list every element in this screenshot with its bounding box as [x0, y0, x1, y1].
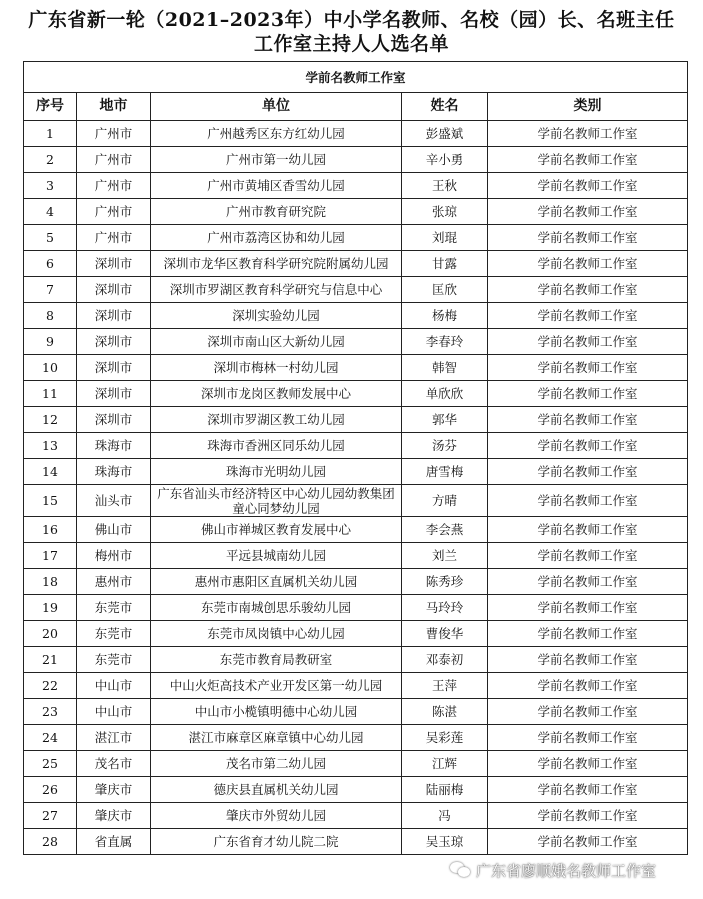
wechat-watermark	[450, 855, 695, 885]
cell-unit: 广东省育才幼儿院二院	[151, 829, 402, 855]
cell-unit: 深圳市罗湖区教育科学研究与信息中心	[151, 277, 402, 303]
cell-city: 深圳市	[77, 277, 151, 303]
cell-city: 深圳市	[77, 381, 151, 407]
cell-index: 8	[24, 303, 77, 329]
cell-name: 辛小勇	[402, 147, 488, 173]
cell-unit: 深圳市南山区大新幼儿园	[151, 329, 402, 355]
cell-category: 学前名教师工作室	[488, 121, 688, 147]
cell-index: 6	[24, 251, 77, 277]
cell-unit: 广东省汕头市经济特区中心幼儿园幼教集团童心同梦幼儿园	[151, 485, 402, 517]
table-row	[24, 647, 688, 673]
header-unit: 单位	[151, 93, 402, 121]
table-row	[24, 225, 688, 251]
cell-name: 王萍	[402, 673, 488, 699]
cell-city: 茂名市	[77, 751, 151, 777]
cell-city: 中山市	[77, 673, 151, 699]
cell-name: 刘兰	[402, 543, 488, 569]
cell-unit: 佛山市禅城区教育发展中心	[151, 517, 402, 543]
cell-name: 唐雪梅	[402, 459, 488, 485]
cell-index: 23	[24, 699, 77, 725]
cell-city: 广州市	[77, 147, 151, 173]
cell-category: 学前名教师工作室	[488, 543, 688, 569]
table-row	[24, 303, 688, 329]
cell-category: 学前名教师工作室	[488, 621, 688, 647]
header-row	[24, 93, 688, 121]
cell-index: 2	[24, 147, 77, 173]
header-index: 序号	[24, 93, 77, 121]
cell-name: 陆丽梅	[402, 777, 488, 803]
table-row	[24, 121, 688, 147]
table-row	[24, 199, 688, 225]
table-row	[24, 355, 688, 381]
cell-index: 21	[24, 647, 77, 673]
cell-city: 中山市	[77, 699, 151, 725]
cell-index: 19	[24, 595, 77, 621]
cell-category: 学前名教师工作室	[488, 517, 688, 543]
cell-category: 学前名教师工作室	[488, 355, 688, 381]
cell-category: 学前名教师工作室	[488, 569, 688, 595]
cell-unit: 湛江市麻章区麻章镇中心幼儿园	[151, 725, 402, 751]
cell-index: 27	[24, 803, 77, 829]
cell-city: 深圳市	[77, 329, 151, 355]
cell-name: 韩智	[402, 355, 488, 381]
cell-city: 肇庆市	[77, 777, 151, 803]
cell-index: 1	[24, 121, 77, 147]
cell-name: 曹俊华	[402, 621, 488, 647]
cell-index: 15	[24, 485, 77, 517]
cell-name: 李春玲	[402, 329, 488, 355]
table-row	[24, 459, 688, 485]
cell-index: 17	[24, 543, 77, 569]
cell-name: 江辉	[402, 751, 488, 777]
cell-index: 22	[24, 673, 77, 699]
cell-unit: 茂名市第二幼儿园	[151, 751, 402, 777]
cell-name: 方晴	[402, 485, 488, 517]
table-row	[24, 517, 688, 543]
cell-category: 学前名教师工作室	[488, 433, 688, 459]
table-row	[24, 569, 688, 595]
cell-city: 省直属	[77, 829, 151, 855]
cell-name: 王秋	[402, 173, 488, 199]
table-row	[24, 673, 688, 699]
header-city: 地市	[77, 93, 151, 121]
cell-index: 26	[24, 777, 77, 803]
cell-city: 佛山市	[77, 517, 151, 543]
cell-category: 学前名教师工作室	[488, 751, 688, 777]
cell-name: 陈秀珍	[402, 569, 488, 595]
title-line-1: 广东省新一轮（2021–2023年）中小学名教师、名校（园）长、名班主任	[28, 9, 675, 31]
cell-name: 杨梅	[402, 303, 488, 329]
cell-city: 梅州市	[77, 543, 151, 569]
cell-category: 学前名教师工作室	[488, 803, 688, 829]
table-row	[24, 543, 688, 569]
cell-unit: 东莞市凤岗镇中心幼儿园	[151, 621, 402, 647]
cell-city: 东莞市	[77, 647, 151, 673]
cell-unit: 珠海市光明幼儿园	[151, 459, 402, 485]
table-row	[24, 595, 688, 621]
table-row	[24, 433, 688, 459]
cell-name: 马玲玲	[402, 595, 488, 621]
table-row	[24, 381, 688, 407]
cell-city: 惠州市	[77, 569, 151, 595]
cell-name: 单欣欣	[402, 381, 488, 407]
cell-category: 学前名教师工作室	[488, 329, 688, 355]
table-row	[24, 329, 688, 355]
cell-name: 甘露	[402, 251, 488, 277]
cell-index: 24	[24, 725, 77, 751]
cell-index: 25	[24, 751, 77, 777]
cell-unit: 平远县城南幼儿园	[151, 543, 402, 569]
cell-unit: 深圳实验幼儿园	[151, 303, 402, 329]
cell-index: 28	[24, 829, 77, 855]
cell-category: 学前名教师工作室	[488, 251, 688, 277]
table-row	[24, 173, 688, 199]
cell-category: 学前名教师工作室	[488, 647, 688, 673]
table-row	[24, 147, 688, 173]
cell-unit: 珠海市香洲区同乐幼儿园	[151, 433, 402, 459]
cell-category: 学前名教师工作室	[488, 303, 688, 329]
wechat-icon	[450, 861, 472, 879]
cell-unit: 深圳市龙岗区教师发展中心	[151, 381, 402, 407]
cell-unit: 中山市小榄镇明德中心幼儿园	[151, 699, 402, 725]
cell-name: 刘琨	[402, 225, 488, 251]
cell-city: 深圳市	[77, 303, 151, 329]
cell-name: 彭盛斌	[402, 121, 488, 147]
cell-city: 深圳市	[77, 355, 151, 381]
cell-category: 学前名教师工作室	[488, 485, 688, 517]
cell-category: 学前名教师工作室	[488, 673, 688, 699]
cell-name: 邓泰初	[402, 647, 488, 673]
table-row	[24, 803, 688, 829]
section-title: 学前名教师工作室	[24, 62, 688, 93]
cell-index: 5	[24, 225, 77, 251]
table-row	[24, 407, 688, 433]
cell-category: 学前名教师工作室	[488, 225, 688, 251]
table-row	[24, 251, 688, 277]
cell-category: 学前名教师工作室	[488, 147, 688, 173]
cell-city: 广州市	[77, 225, 151, 251]
cell-category: 学前名教师工作室	[488, 595, 688, 621]
cell-category: 学前名教师工作室	[488, 407, 688, 433]
cell-name: 冯	[402, 803, 488, 829]
cell-index: 9	[24, 329, 77, 355]
cell-unit: 深圳市梅林一村幼儿园	[151, 355, 402, 381]
cell-category: 学前名教师工作室	[488, 277, 688, 303]
cell-index: 11	[24, 381, 77, 407]
table-row	[24, 829, 688, 855]
cell-index: 3	[24, 173, 77, 199]
cell-category: 学前名教师工作室	[488, 829, 688, 855]
table-row	[24, 699, 688, 725]
cell-name: 汤芬	[402, 433, 488, 459]
cell-city: 肇庆市	[77, 803, 151, 829]
table-row	[24, 777, 688, 803]
cell-index: 4	[24, 199, 77, 225]
document-title	[0, 8, 703, 56]
cell-unit: 肇庆市外贸幼儿园	[151, 803, 402, 829]
cell-unit: 东莞市教育局教研室	[151, 647, 402, 673]
cell-index: 10	[24, 355, 77, 381]
cell-city: 广州市	[77, 121, 151, 147]
cell-category: 学前名教师工作室	[488, 199, 688, 225]
section-title-row	[24, 62, 688, 93]
title-line-2: 工作室主持人人选名单	[253, 33, 449, 55]
cell-unit: 广州市教育研究院	[151, 199, 402, 225]
cell-unit: 深圳市罗湖区教工幼儿园	[151, 407, 402, 433]
cell-unit: 德庆县直属机关幼儿园	[151, 777, 402, 803]
nominee-table	[23, 61, 688, 855]
cell-name: 张琼	[402, 199, 488, 225]
table-row	[24, 725, 688, 751]
cell-unit: 东莞市南城创思乐骏幼儿园	[151, 595, 402, 621]
cell-name: 吴彩莲	[402, 725, 488, 751]
cell-category: 学前名教师工作室	[488, 725, 688, 751]
cell-city: 珠海市	[77, 433, 151, 459]
cell-name: 吴玉琼	[402, 829, 488, 855]
watermark-text: 广东省廖顺娥名教师工作室	[476, 861, 657, 880]
cell-category: 学前名教师工作室	[488, 459, 688, 485]
cell-unit: 广州市荔湾区协和幼儿园	[151, 225, 402, 251]
table-row	[24, 751, 688, 777]
cell-city: 东莞市	[77, 595, 151, 621]
cell-index: 16	[24, 517, 77, 543]
cell-unit: 深圳市龙华区教育科学研究院附属幼儿园	[151, 251, 402, 277]
cell-category: 学前名教师工作室	[488, 173, 688, 199]
cell-city: 东莞市	[77, 621, 151, 647]
cell-unit: 广州市黄埔区香雪幼儿园	[151, 173, 402, 199]
cell-city: 深圳市	[77, 251, 151, 277]
cell-name: 李会燕	[402, 517, 488, 543]
cell-name: 匡欣	[402, 277, 488, 303]
cell-name: 陈湛	[402, 699, 488, 725]
cell-unit: 广州市第一幼儿园	[151, 147, 402, 173]
cell-unit: 中山火炬高技术产业开发区第一幼儿园	[151, 673, 402, 699]
table-row	[24, 485, 688, 517]
table-row	[24, 277, 688, 303]
cell-unit: 广州越秀区东方红幼儿园	[151, 121, 402, 147]
cell-city: 湛江市	[77, 725, 151, 751]
header-name: 姓名	[402, 93, 488, 121]
cell-index: 7	[24, 277, 77, 303]
cell-index: 18	[24, 569, 77, 595]
cell-unit: 惠州市惠阳区直属机关幼儿园	[151, 569, 402, 595]
cell-city: 广州市	[77, 199, 151, 225]
cell-index: 13	[24, 433, 77, 459]
cell-index: 12	[24, 407, 77, 433]
header-category: 类别	[488, 93, 688, 121]
cell-index: 14	[24, 459, 77, 485]
cell-category: 学前名教师工作室	[488, 777, 688, 803]
cell-category: 学前名教师工作室	[488, 699, 688, 725]
cell-city: 广州市	[77, 173, 151, 199]
cell-category: 学前名教师工作室	[488, 381, 688, 407]
cell-city: 深圳市	[77, 407, 151, 433]
cell-name: 郭华	[402, 407, 488, 433]
cell-city: 珠海市	[77, 459, 151, 485]
cell-index: 20	[24, 621, 77, 647]
table-row	[24, 621, 688, 647]
cell-city: 汕头市	[77, 485, 151, 517]
